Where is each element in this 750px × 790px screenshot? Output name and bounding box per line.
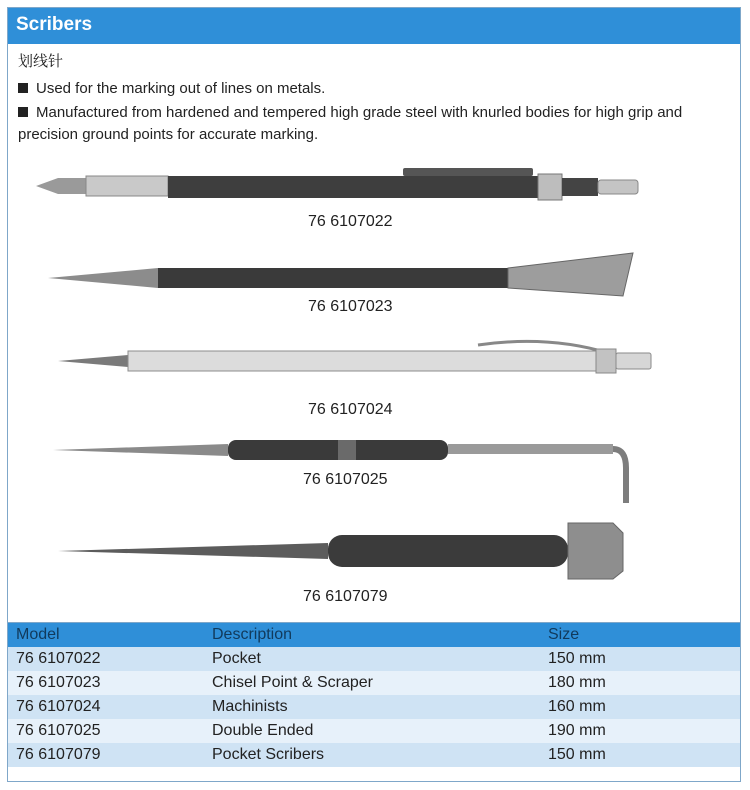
cell-description: Machinists <box>204 695 540 719</box>
header-bar <box>8 8 740 44</box>
table-row <box>8 743 740 767</box>
tool-item <box>8 248 742 320</box>
tool-model-label: 76 6107079 <box>303 588 388 605</box>
cell-model: 76 6107024 <box>8 695 204 719</box>
spec-table <box>8 622 740 767</box>
bullet-item: Used for the marking out of lines on metals. <box>18 78 325 100</box>
table-row <box>8 719 740 743</box>
double-ended-scriber-icon <box>8 428 742 508</box>
cell-size: 150 mm <box>540 743 740 767</box>
cell-description: Double Ended <box>204 719 540 743</box>
bullet-square-icon <box>18 83 28 93</box>
cell-description: Chisel Point & Scraper <box>204 671 540 695</box>
tool-item <box>8 333 742 423</box>
table-row <box>8 671 740 695</box>
column-header-model: Model <box>8 623 204 647</box>
table-row <box>8 695 740 719</box>
tool-item <box>8 428 742 508</box>
column-header-size: Size <box>540 623 740 647</box>
table-row <box>8 647 740 671</box>
cell-model: 76 6107022 <box>8 647 204 671</box>
cell-description: Pocket Scribers <box>204 743 540 767</box>
cell-model: 76 6107023 <box>8 671 204 695</box>
column-header-description: Description <box>204 623 540 647</box>
cell-model: 76 6107025 <box>8 719 204 743</box>
cell-size: 160 mm <box>540 695 740 719</box>
chisel-scraper-icon <box>8 248 742 298</box>
tool-item <box>8 513 742 613</box>
cell-size: 150 mm <box>540 647 740 671</box>
table-header-row <box>8 623 740 647</box>
tool-model-label: 76 6107022 <box>308 213 393 230</box>
cell-description: Pocket <box>204 647 540 671</box>
bullet-item: Manufactured from hardened and tempered high grade steel with knurled bodies for high grip and precision ground points for accurate marking. <box>18 104 683 143</box>
cell-size: 180 mm <box>540 671 740 695</box>
pocket-scriber-icon <box>8 158 742 208</box>
bullet-square-icon <box>18 107 28 117</box>
tool-model-label: 76 6107024 <box>308 401 393 418</box>
tool-model-label: 76 6107025 <box>303 471 388 488</box>
cell-size: 190 mm <box>540 719 740 743</box>
cell-model: 76 6107079 <box>8 743 204 767</box>
product-panel <box>7 7 741 782</box>
chinese-subtitle: 划线针 <box>18 53 64 70</box>
pocket-scriber-hex-icon <box>8 513 742 583</box>
tool-model-label: 76 6107023 <box>308 298 393 315</box>
tool-item <box>8 158 742 228</box>
page-title: Scribers <box>16 14 93 35</box>
machinist-scriber-icon <box>8 333 742 383</box>
